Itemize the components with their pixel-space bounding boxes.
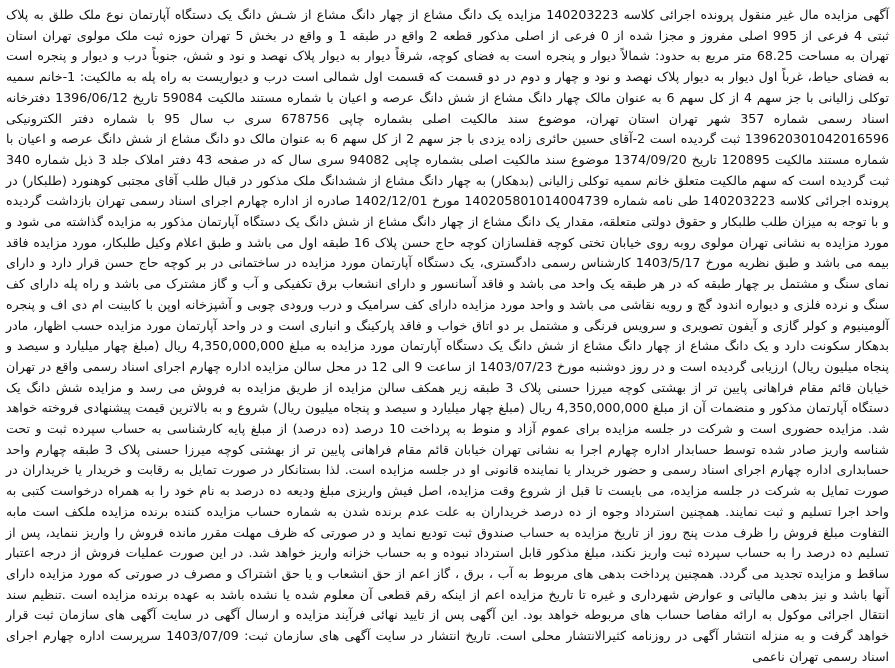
auction-notice-text: آگهی مزایده مال غیر منقول پرونده اجرائی کلاسه 140203223 مزایده یک دانگ مشاع از چهار دانگ مشاع از شـش دانگ یک دستگاه آپارتمان نوع ملک طلق به پلاک ثبتی 4 فرعی از 995 اصلی مفروز و مجزا شده از 0 فرعی از اصلی مذکور قطعه 2 واقع در طبقه 1 و واقع در بخش 5 تهران حوزه ثبت ملک مولوی تهران استان تهران به مساحت 68.25 متر مربع به حدود: شمالاً دیوار و پنجره است به فضای کوچه، شرقاً دیوار به دیوار پلاک نهصد و نود و شش، جنوباً درب و دیوار و پنجره است به فضای حیاط، غرباً اول دیوار به دیوار پلاک نهصد و نود و چهار و دوم در دو قسمت که قسمت اول شمالی است درب و دیواریست به راه پله به مالکیت: 1-خانم سمیه توکلی زالیانی با جز سهم 4 از کل سهم 6 به عنوان مالک چهار دانگ مشاع از شش دانگ عرصه و اعیان با شماره مستند مالکیت 59084 تاریخ 1396/06/12 دفترخانه اسناد رسمی شماره 357 شهر تهران استان تهران، موضوع سند مالکیت اصلی بشماره چاپی 678756 سری ب سال 95 با شماره دفتر الکترونیکی 139620301042016596 ثبت گردیده است 2-آقای حسین حائری زاده یزدی با جز سهم 2 از کل سهم 6 به عنوان مالک دو دانگ مشاع از شش دانگ عرصه و اعیان با شماره مستند مالکیت 120895 تاریخ 1374/09/20 موضوع سند مالکیت اصلی بشماره چاپی 94082 سری سال که در صفحه 43 دفتر املاک جلد 3 ذیل شماره 340 ثبت گردیده است که سهم مالکیت متعلق خانم سمیه توکلی زالیانی (بدهکار) به چهار دانگ مشاع از ششدانگ ملک مذکور در قبال طلب آقای مجتبی کوهنورد (طلبکار) در پرونده اجرائی کلاسه 140203223 طی نامه شماره 140205801014004739 مورخ 1402/12/01 صادره از اداره چهارم اجرای اسناد رسمی تهران بازداشت گردیده و با توجه به میزان طلب طلبکار و حقوق دولتی متعلقه، مقدار یک دانگ مشاع از چهار دانگ مشاع از شش دانگ یک دستگاه آپارتمان مذکور به مزایده گذاشته می شود و مورد مزایده به نشانی تهران مولوی روبه روی خیابان تختی کوچه قفلسازان کوچه حاج حسن پلاک 16 طبقه اول می باشد و طبق اعلام وکیل طلبکار، مورد مزایده فاقد بیمه می باشد و طبق نظریه مورخ 1403/5/17 کارشناس رسمی دادگستری، یک دستگاه آپارتمان مورد مزایده در ساختمانی در بر کوچه حاج حسن قرار دارد و دارای نمای سنگ و مشتمل بر چهار طبقه که در هر طبقه یک واحد می باشد و فاقد آسانسور و دارای انشعاب برق تکفیکی و آب و گاز مشترک می باشد و راه پله دارای کف سنگ و نرده فلزی و دیواره اندود گچ و رویه نقاشی می باشد و واحد مورد مزایده دارای کف سرامیک و درب ورودی چوبی و آشپزخانه اوپن با کابینت ام دی اف و پنجره آلومینیوم و کولر گازی و آیفون تصویری و سرویس فرنگی و مشتمل بر دو اتاق خواب و فاقد پارکینگ و انباری است و در واحد آپارتمان مورد مزایده حسب اظهار، مادر بدهکار سکونت دارد و یک دانگ مشاع از چهار دانگ مشاع از شش دانگ یک دستگاه آپارتمان مورد مزایده به مبلغ 4,350,000,000 ریال (مبلغ چهار میلیارد و سیصد و پنجاه میلیون ریال) ارزیابی گردیده است و در روز دوشنبه مورخ 1403/07/23 از ساعت 9 الی 12 در محل سالن مزایده اداره چهارم اجرای اسناد رسمی واقع در تهران خیابان قائم مقام فراهانی پایین تر از بهشتی کوچه میرزا حسنی پلاک 3 طبقه زیر همکف سالن مزایده از طریق مزایده به فروش می رسد و مزایده شش دانگ یک دستگاه آپارتمان مذکور و منضمات آن از مبلغ 4,350,000,000 ریال (مبلغ چهار میلیارد و سیصد و پنجاه میلیون ریال) شروع و به بالاترین قیمت پیشنهادی فروخته خواهد شد. مزایده حضوری است و شرکت در جلسه مزایده برای عموم آزاد و منوط به پرداخت 10 درصد (ده درصد) از مبلغ پایه کارشناسی به حساب سپرده ثبت و تحت شناسه واریز صادر شده توسط حسابدار اداره چهارم اجرا به نشانی تهران خیابان قائم مقام فراهانی پایین تر از بهشتی کوچه میرزا حسنی پلاک 3 طبقه چهارم واحد حسابداری اداره چهارم اجرای اسناد رسمی و حضور خریدار یا نماینده قانونی او در جلسه مزایده است. لذا بستانکار در صورت تمایل به رقابت و خریدار یا خریداران در صورت تمایل به شرکت در جلسه مزایده، می بایست تا قبل از شروع وقت مزایده، اصل فیش واریزی مبلغ ودیعه ده درصد به نام خود را به همراه درخواست کتبی به واحد اجرا تسلیم و ثبت نمایند. همچنین استرداد وجوه از ده درصد خریداران به علت عدم برنده شدن به شماره حساب مزایده کننده برنده مزایده ملکف است مابه التفاوت مبلغ فروش را ظرف مدت پنج روز از تاریخ مزایده به حساب صندوق ثبت تودیع نماید و در صورتی که ظرف مهلت مقرر مانده فروش را واریز ننماید، پس از تسلیم ده درصد را به حساب سپرده ثبت واریز نکند، مبلغ مذکور قابل استرداد نبوده و به حساب خزانه واریز خواهد شد. در این صورت عملیات فروش از درجه اعتبار ساقط و مزایده تجدید می گردد. همچنین پرداخت بدهی های مربوط به آب ، برق ، گاز اعم از حق انشعاب و یا حق اشتراک و مصرف در صورتی که مورد مزایده دارای آنها باشد و نیز بدهی مالیاتی و عوارض شهرداری و غیره تا تاریخ مزایده اعم از اینکه رقم قطعی آن معلوم شده یا نشده باشد به عهده برنده مزایده است .تنظیم سند انتقال اجرائی موکول به ارائه مفاصا حساب های مربوطه خواهد بود. این آگهی پس از تایید نهائی فرآیند مزایده و ارسال آگهی در سایت آگهی های سازمان ثبت قرار خواهد گرفت و به منزله انتشار آگهی در روزنامه کثیرالانتشار محلی است. تاریخ انتشار در سایت آگهی های سازمان ثبت: 1403/07/09 سرپرست اداره چهارم اجرای اسناد رسمی تهران ناعمی — [6, 7, 890, 664]
